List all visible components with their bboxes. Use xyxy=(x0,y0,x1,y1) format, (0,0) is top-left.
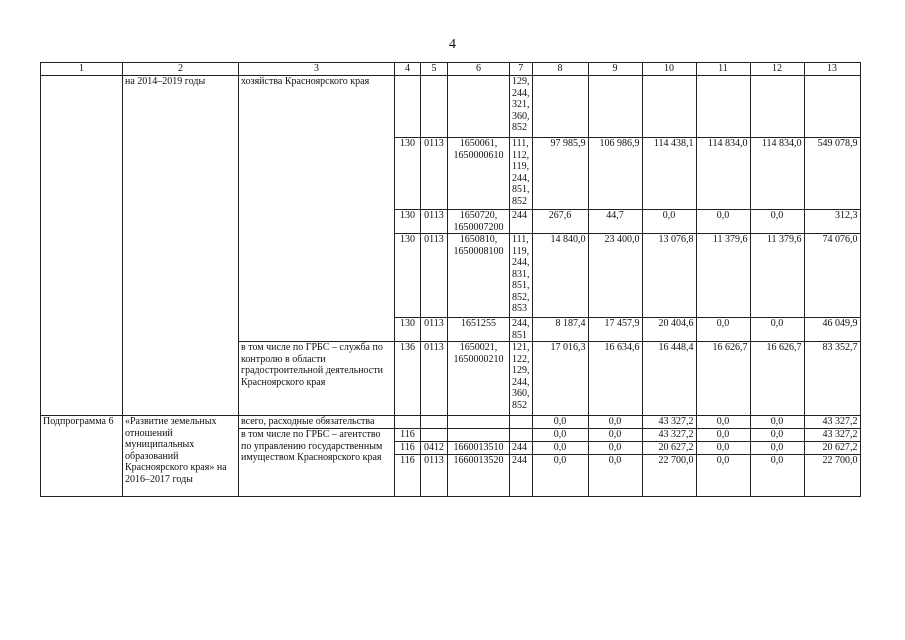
cell-col1 xyxy=(41,76,123,416)
cell-col13: 312,3 xyxy=(804,210,860,234)
budget-table xyxy=(40,62,861,497)
cell-col9: 0,0 xyxy=(588,429,642,442)
cell-col12: 114 834,0 xyxy=(750,138,804,210)
cell-col11: 0,0 xyxy=(696,455,750,497)
cell-col12 xyxy=(750,76,804,138)
cell-col9: 0,0 xyxy=(588,416,642,429)
cell-col6: 1650810, 1650008100 xyxy=(448,234,510,318)
cell-col12: 0,0 xyxy=(750,416,804,429)
col-header-11: 11 xyxy=(696,63,750,76)
col-header-4: 4 xyxy=(395,63,421,76)
cell-col11: 0,0 xyxy=(696,442,750,455)
cell-col7: 129, 244, 321, 360, 852 xyxy=(510,76,533,138)
col-header-3: 3 xyxy=(239,63,395,76)
cell-col11: 114 834,0 xyxy=(696,138,750,210)
cell-col3: в том числе по ГРБС – агентство по управлению государственным имуществом Красноярского края xyxy=(239,429,395,497)
cell-col4 xyxy=(395,76,421,138)
cell-col4: 130 xyxy=(395,234,421,318)
cell-col8: 0,0 xyxy=(532,416,588,429)
subprogram-title: «Развитие земельных отношений муниципальных образований Красноярского края» на 2016–2017 годы xyxy=(123,416,239,497)
cell-col9: 17 457,9 xyxy=(588,318,642,342)
cell-col2: на 2014–2019 годы xyxy=(123,76,239,416)
cell-col7: 111, 112, 119, 244, 851, 852 xyxy=(510,138,533,210)
cell-col13: 43 327,2 xyxy=(804,429,860,442)
cell-col5 xyxy=(421,416,448,429)
cell-col7 xyxy=(510,416,533,429)
cell-col13: 22 700,0 xyxy=(804,455,860,497)
cell-col6 xyxy=(448,416,510,429)
cell-col6 xyxy=(448,429,510,442)
cell-col7: 244 xyxy=(510,455,533,497)
cell-col6 xyxy=(448,76,510,138)
cell-col9: 0,0 xyxy=(588,455,642,497)
table-row xyxy=(41,416,861,429)
cell-col13: 20 627,2 xyxy=(804,442,860,455)
cell-col13: 43 327,2 xyxy=(804,416,860,429)
cell-col12: 0,0 xyxy=(750,318,804,342)
cell-col8: 17 016,3 xyxy=(532,342,588,416)
col-header-13: 13 xyxy=(804,63,860,76)
cell-col8: 8 187,4 xyxy=(532,318,588,342)
cell-col9 xyxy=(588,76,642,138)
cell-col10: 16 448,4 xyxy=(642,342,696,416)
cell-col4: 116 xyxy=(395,442,421,455)
cell-col12: 0,0 xyxy=(750,429,804,442)
cell-col13: 549 078,9 xyxy=(804,138,860,210)
cell-col7: 244 xyxy=(510,210,533,234)
cell-col8: 97 985,9 xyxy=(532,138,588,210)
cell-col8: 0,0 xyxy=(532,429,588,442)
cell-col6: 1651255 xyxy=(448,318,510,342)
col-header-12: 12 xyxy=(750,63,804,76)
col-header-7: 7 xyxy=(510,63,533,76)
col-header-10: 10 xyxy=(642,63,696,76)
cell-col6: 1650021, 1650000210 xyxy=(448,342,510,416)
table-row xyxy=(41,76,861,138)
cell-col9: 23 400,0 xyxy=(588,234,642,318)
cell-col4: 136 xyxy=(395,342,421,416)
cell-col4 xyxy=(395,416,421,429)
cell-col5: 0113 xyxy=(421,455,448,497)
cell-col11: 0,0 xyxy=(696,210,750,234)
cell-col8: 0,0 xyxy=(532,442,588,455)
cell-col5: 0113 xyxy=(421,210,448,234)
cell-col11: 11 379,6 xyxy=(696,234,750,318)
cell-col5 xyxy=(421,76,448,138)
cell-col10: 20 404,6 xyxy=(642,318,696,342)
cell-col9: 16 634,6 xyxy=(588,342,642,416)
cell-col5 xyxy=(421,429,448,442)
cell-col13: 83 352,7 xyxy=(804,342,860,416)
cell-col10: 43 327,2 xyxy=(642,429,696,442)
col-header-8: 8 xyxy=(532,63,588,76)
cell-col8: 267,6 xyxy=(532,210,588,234)
col-header-2: 2 xyxy=(123,63,239,76)
cell-col6: 1650720, 1650007200 xyxy=(448,210,510,234)
cell-col10: 20 627,2 xyxy=(642,442,696,455)
cell-col4: 130 xyxy=(395,210,421,234)
cell-col7: 121, 122, 129, 244, 360, 852 xyxy=(510,342,533,416)
cell-col12: 11 379,6 xyxy=(750,234,804,318)
cell-col5: 0113 xyxy=(421,318,448,342)
cell-col10: 0,0 xyxy=(642,210,696,234)
cell-col6: 1660013510 xyxy=(448,442,510,455)
header-row xyxy=(41,63,861,76)
cell-col4: 130 xyxy=(395,318,421,342)
page-number: 4 xyxy=(449,37,456,52)
cell-col7: 244 xyxy=(510,442,533,455)
cell-col5: 0113 xyxy=(421,342,448,416)
cell-col11: 0,0 xyxy=(696,416,750,429)
cell-col4: 116 xyxy=(395,429,421,442)
subprogram-cell: Подпрограмма 6 xyxy=(41,416,123,497)
cell-col12: 0,0 xyxy=(750,455,804,497)
cell-col12: 16 626,7 xyxy=(750,342,804,416)
cell-col3: в том числе по ГРБС – служба по контролю в области градостроительной деятельности Красноярского края xyxy=(239,342,395,416)
cell-col6: 1660013520 xyxy=(448,455,510,497)
cell-col9: 44,7 xyxy=(588,210,642,234)
cell-col11: 0,0 xyxy=(696,429,750,442)
cell-col5: 0412 xyxy=(421,442,448,455)
cell-col9: 106 986,9 xyxy=(588,138,642,210)
cell-col4: 116 xyxy=(395,455,421,497)
cell-col7 xyxy=(510,429,533,442)
cell-col7: 244, 851 xyxy=(510,318,533,342)
cell-col6: 1650061, 1650000610 xyxy=(448,138,510,210)
cell-col13: 74 076,0 xyxy=(804,234,860,318)
cell-col3: хозяйства Красноярского края xyxy=(239,76,395,342)
cell-col5: 0113 xyxy=(421,234,448,318)
cell-col11 xyxy=(696,76,750,138)
col-header-9: 9 xyxy=(588,63,642,76)
cell-col4: 130 xyxy=(395,138,421,210)
cell-col7: 111, 119, 244, 831, 851, 852, 853 xyxy=(510,234,533,318)
cell-col5: 0113 xyxy=(421,138,448,210)
cell-col12: 0,0 xyxy=(750,210,804,234)
cell-col11: 16 626,7 xyxy=(696,342,750,416)
cell-col8: 0,0 xyxy=(532,455,588,497)
col-header-1: 1 xyxy=(41,63,123,76)
cell-col10: 13 076,8 xyxy=(642,234,696,318)
cell-col3: всего, расходные обязательства xyxy=(239,416,395,429)
cell-col13 xyxy=(804,76,860,138)
cell-col8 xyxy=(532,76,588,138)
cell-col11: 0,0 xyxy=(696,318,750,342)
cell-col13: 46 049,9 xyxy=(804,318,860,342)
cell-col10 xyxy=(642,76,696,138)
cell-col10: 22 700,0 xyxy=(642,455,696,497)
col-header-5: 5 xyxy=(421,63,448,76)
col-header-6: 6 xyxy=(448,63,510,76)
cell-col10: 43 327,2 xyxy=(642,416,696,429)
cell-col12: 0,0 xyxy=(750,442,804,455)
cell-col8: 14 840,0 xyxy=(532,234,588,318)
cell-col9: 0,0 xyxy=(588,442,642,455)
cell-col10: 114 438,1 xyxy=(642,138,696,210)
